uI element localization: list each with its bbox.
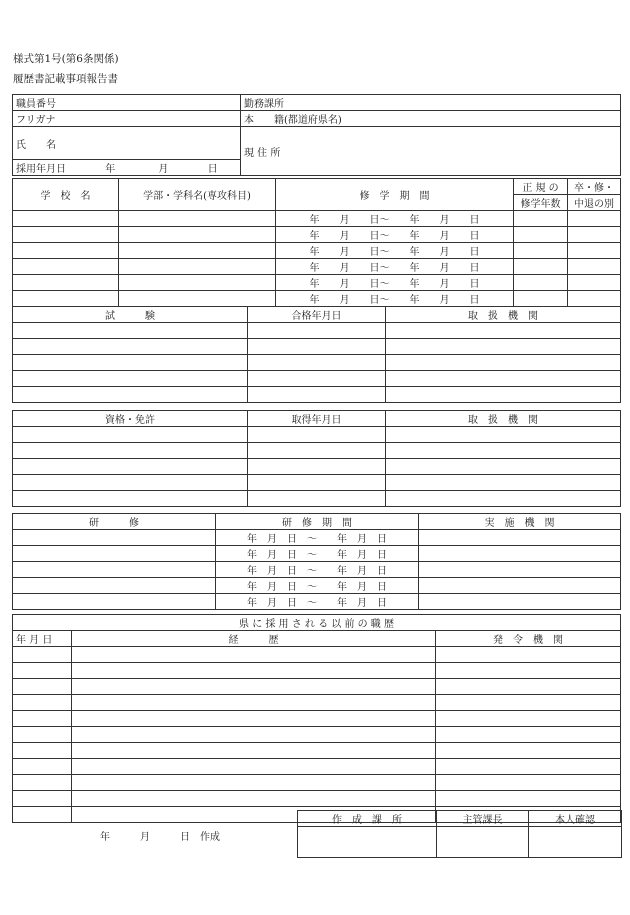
license-table xyxy=(12,410,621,507)
chief-header: 主管課長 xyxy=(437,811,529,827)
period-cell[interactable]: 年 月 日〜 年 月 日 xyxy=(276,211,514,227)
training-row[interactable] xyxy=(13,594,621,610)
exam-row[interactable] xyxy=(13,371,621,387)
period-cell[interactable]: 年 月 日〜 年 月 日 xyxy=(276,291,514,307)
confirm-header: 本人確認 xyxy=(529,811,622,827)
career-agency-header: 発 令 機 関 xyxy=(436,631,621,647)
license-row[interactable] xyxy=(13,459,621,475)
chief-stamp-field[interactable] xyxy=(437,827,529,858)
exam-row[interactable] xyxy=(13,339,621,355)
training-row[interactable] xyxy=(13,546,621,562)
study-period-header: 修 学 期 間 xyxy=(276,179,514,211)
exam-agency-header: 取 扱 機 関 xyxy=(386,307,621,323)
furigana-field[interactable]: フリガナ xyxy=(13,111,241,127)
career-section-title: 県 に 採 用 さ れ る 以 前 の 職 歴 xyxy=(13,615,621,631)
career-row[interactable] xyxy=(13,791,621,807)
career-row[interactable] xyxy=(13,695,621,711)
regular-years-header-bottom: 修学年数 xyxy=(514,195,568,211)
career-table xyxy=(12,614,621,823)
training-period-cell[interactable]: 年 月 日 〜 年 月 日 xyxy=(216,546,419,562)
faculty-header: 学部・学科名(専攻科目) xyxy=(119,179,276,211)
training-row[interactable] xyxy=(13,562,621,578)
training-row[interactable] xyxy=(13,530,621,546)
training-org-header: 実 施 機 関 xyxy=(419,514,621,530)
exam-header: 試 験 xyxy=(13,307,248,323)
education-row[interactable] xyxy=(13,243,621,259)
career-row[interactable] xyxy=(13,759,621,775)
career-row[interactable] xyxy=(13,743,621,759)
exam-row[interactable] xyxy=(13,355,621,371)
approval-table xyxy=(297,810,622,858)
education-row[interactable] xyxy=(13,291,621,307)
exam-table xyxy=(12,306,621,403)
training-period-cell[interactable]: 年 月 日 〜 年 月 日 xyxy=(216,578,419,594)
hire-date-field[interactable]: 採用年月日 年 月 日 xyxy=(13,160,241,176)
training-period-cell[interactable]: 年 月 日 〜 年 月 日 xyxy=(216,594,419,610)
training-period-cell[interactable]: 年 月 日 〜 年 月 日 xyxy=(216,530,419,546)
license-row[interactable] xyxy=(13,427,621,443)
period-cell[interactable]: 年 月 日〜 年 月 日 xyxy=(276,227,514,243)
career-date-header: 年 月 日 xyxy=(13,631,72,647)
license-header: 資格・免許 xyxy=(13,411,248,427)
graduation-status-header-top: 卒・修・ xyxy=(568,179,621,195)
document-title: 履歴書記載事項報告書 xyxy=(13,73,118,85)
training-period-header: 研 修 期 間 xyxy=(216,514,419,530)
period-cell[interactable]: 年 月 日〜 年 月 日 xyxy=(276,275,514,291)
school-name-header: 学 校 名 xyxy=(13,179,119,211)
personal-info-table xyxy=(12,94,621,176)
period-cell[interactable]: 年 月 日〜 年 月 日 xyxy=(276,243,514,259)
education-row[interactable] xyxy=(13,227,621,243)
graduation-status-header-bottom: 中退の別 xyxy=(568,195,621,211)
career-row[interactable] xyxy=(13,663,621,679)
regular-years-header-top: 正 規 の xyxy=(514,179,568,195)
career-row[interactable] xyxy=(13,775,621,791)
education-row[interactable] xyxy=(13,211,621,227)
training-row[interactable] xyxy=(13,578,621,594)
training-period-cell[interactable]: 年 月 日 〜 年 月 日 xyxy=(216,562,419,578)
name-field[interactable]: 氏 名 xyxy=(13,127,241,160)
license-agency-header: 取 扱 機 関 xyxy=(386,411,621,427)
training-table xyxy=(12,513,621,610)
pass-date-header: 合格年月日 xyxy=(248,307,386,323)
staff-number-field[interactable]: 職員番号 xyxy=(13,95,241,111)
document-header xyxy=(13,49,119,89)
creation-date: 年 月 日 作成 xyxy=(100,832,220,843)
career-row[interactable] xyxy=(13,711,621,727)
license-row[interactable] xyxy=(13,475,621,491)
career-history-header: 経 歴 xyxy=(72,631,436,647)
period-cell[interactable]: 年 月 日〜 年 月 日 xyxy=(276,259,514,275)
career-row[interactable] xyxy=(13,647,621,663)
education-table xyxy=(12,178,621,307)
education-row[interactable] xyxy=(13,275,621,291)
form-number: 様式第1号(第6条関係) xyxy=(13,53,119,65)
exam-row[interactable] xyxy=(13,323,621,339)
education-row[interactable] xyxy=(13,259,621,275)
creating-section-field[interactable] xyxy=(298,827,437,858)
training-header: 研 修 xyxy=(13,514,216,530)
acquired-date-header: 取得年月日 xyxy=(248,411,386,427)
career-row[interactable] xyxy=(13,679,621,695)
honseki-field[interactable]: 本 籍(都道府県名) xyxy=(241,111,621,127)
creating-section-header: 作 成 課 所 xyxy=(298,811,437,827)
career-row[interactable] xyxy=(13,727,621,743)
address-field[interactable]: 現 住 所 xyxy=(241,127,621,176)
license-row[interactable] xyxy=(13,443,621,459)
exam-row[interactable] xyxy=(13,387,621,403)
confirm-stamp-field[interactable] xyxy=(529,827,622,858)
license-row[interactable] xyxy=(13,491,621,507)
workplace-field[interactable]: 勤務課所 xyxy=(241,95,621,111)
